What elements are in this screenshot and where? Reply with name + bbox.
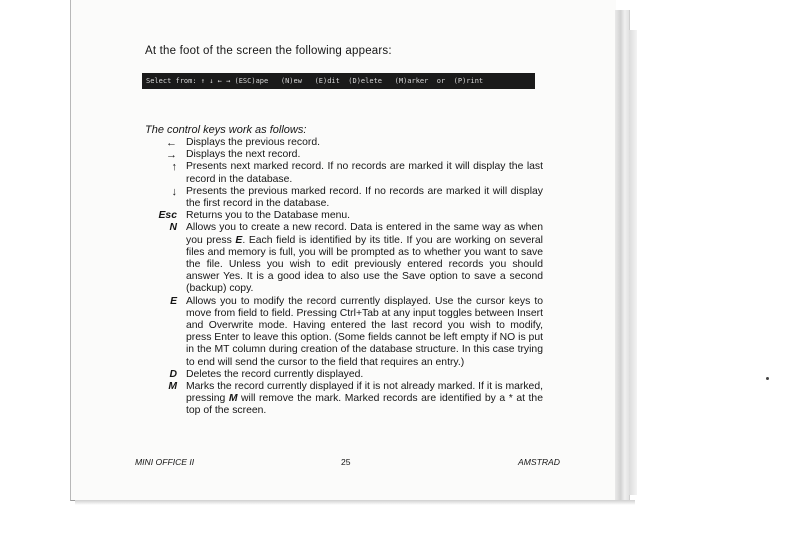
key-row-up <box>145 161 543 185</box>
key-label: D <box>169 368 177 380</box>
key-description <box>186 381 543 418</box>
key-description: Deletes the record currently displayed. <box>186 368 364 380</box>
key-description: Returns you to the Database menu. <box>186 210 351 222</box>
page-bottom-shadow <box>75 500 635 505</box>
key-row-left <box>145 137 543 149</box>
up-arrow-icon: ↑ <box>171 161 177 174</box>
screen-status-line: Select from: ↑ ↓ ← → (ESC)ape (N)ew (E)dit (D)elete (M)arker or (P)rint <box>142 73 535 89</box>
page-edge-shadow <box>629 30 637 495</box>
desc-bold: M <box>228 393 238 405</box>
desc-bold: E <box>235 234 243 246</box>
desc-part: will remove the mark. Marked records are identified by a * at the top of the screen. <box>186 393 543 417</box>
key-description: Displays the previous record. <box>186 137 320 148</box>
desc-part: Allows you to create a new record. Data is entered in the same way as when you press <box>186 222 543 246</box>
control-keys-list <box>145 137 543 418</box>
key-description: Presents the previous marked record. If no records are marked it will display the first record in the database. <box>186 185 543 210</box>
key-label: E <box>170 295 177 307</box>
desc-part: . Each field is identified by its title. If you are working on several files and memory is full, you will be prompted as to whether you want to save the file. Unless you wish to edit previously entered records you should answer Yes. It is a good idea to also use the Save option to save a second (backup) copy. <box>186 234 543 295</box>
left-arrow-icon: ← <box>166 137 177 149</box>
footer-brand: AMSTRAD <box>517 457 560 467</box>
section-heading: The control keys work as follows: <box>145 124 307 136</box>
key-description: Presents next marked record. If no records are marked it will display the last record in the database. <box>186 161 543 185</box>
key-description: Allows you to modify the record currently displayed. Use the cursor keys to move from field to field. Pressing Ctrl+Tab at any input toggles between Insert and Overwrite mode. Having entered the last record you wish to modify, press Enter to leave this option. (Some fields cannot be left empty if NO is put in the MT column during creation of the database structure. In this case trying to end will send the cursor to the field that requires an entry.) <box>186 295 543 368</box>
key-description <box>186 222 543 295</box>
right-arrow-icon: → <box>166 149 177 162</box>
key-row-d <box>145 369 543 381</box>
key-description: Displays the next record. <box>186 149 301 161</box>
down-arrow-icon: ↓ <box>171 185 177 198</box>
desc-part: Marks the record currently displayed if it is not already marked. If it is marked, pressing <box>186 381 543 405</box>
page-edge <box>615 10 630 500</box>
key-label: Esc <box>158 210 177 222</box>
key-row-right <box>145 149 543 161</box>
footer-title: MINI OFFICE II <box>135 457 195 467</box>
key-row-n <box>145 222 543 295</box>
key-row-down <box>145 186 543 210</box>
intro-text: At the foot of the screen the following appears: <box>145 45 392 57</box>
page-number: 25 <box>341 457 351 467</box>
key-row-m <box>145 381 543 418</box>
key-label: N <box>169 222 177 234</box>
key-row-esc <box>145 210 543 222</box>
speck <box>766 377 769 380</box>
key-label: M <box>168 381 177 393</box>
key-row-e <box>145 296 543 369</box>
